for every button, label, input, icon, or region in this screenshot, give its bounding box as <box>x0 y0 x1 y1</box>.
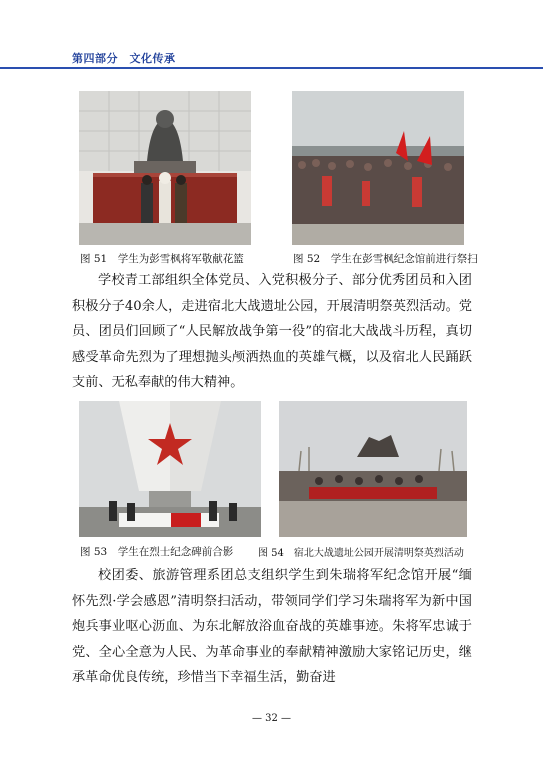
figure-54-number: 图 54 <box>258 548 284 559</box>
paragraph-2: 校团委、旅游管理系团总支组织学生到朱瑞将军纪念馆开展“缅怀先烈·学会感恩”清明祭扫活动，带领同学们学习朱瑞将军为新中国炮兵事业呕心沥血、为东北解放浴血奋战的英雄事迹。朱将军忠诚于党、全心全意为人民、为革命事业的奉献精神激励大家铭记历史，继承革命优良传统，珍惜当下幸福生活，勤奋进 <box>72 568 472 685</box>
figure-54-caption-text: 宿北大战遗址公园开展清明祭英烈活动 <box>293 548 464 559</box>
figure-54-photo <box>279 401 467 537</box>
page-number: — 32 — <box>251 713 292 724</box>
figure-51-caption <box>80 251 244 266</box>
figure-53-caption-text: 学生在烈士纪念碑前合影 <box>117 546 234 558</box>
figure-54-caption <box>258 544 464 559</box>
figure-52-number: 图 52 <box>293 253 321 265</box>
figure-53-caption <box>80 544 233 559</box>
figure-51-caption-text: 学生为彭雪枫将军敬献花篮 <box>117 253 244 265</box>
figure-52-caption <box>293 251 478 266</box>
figure-53-number: 图 53 <box>80 546 108 558</box>
section-header-title: 第四部分 文化传承 <box>72 52 176 65</box>
figure-51-number: 图 51 <box>80 253 108 265</box>
header-rule <box>0 67 543 69</box>
paragraph-1: 学校青工部组织全体党员、入党积极分子、部分优秀团员和入团积极分子40余人，走进宿北大战遗址公园，开展清明祭英烈活动。党员、团员们回顾了“人民解放战争第一役”的宿北大战战斗历程，真切感受革命先烈为了理想抛头颅洒热血的英雄气概，以及宿北人民踊跃支前、无私奉献的伟大精神。 <box>72 273 472 390</box>
figure-52-caption-text: 学生在彭雪枫纪念馆前进行祭扫 <box>330 253 478 265</box>
figure-51-photo <box>79 91 251 245</box>
figure-52-photo <box>292 91 464 245</box>
figure-53-photo <box>79 401 261 537</box>
